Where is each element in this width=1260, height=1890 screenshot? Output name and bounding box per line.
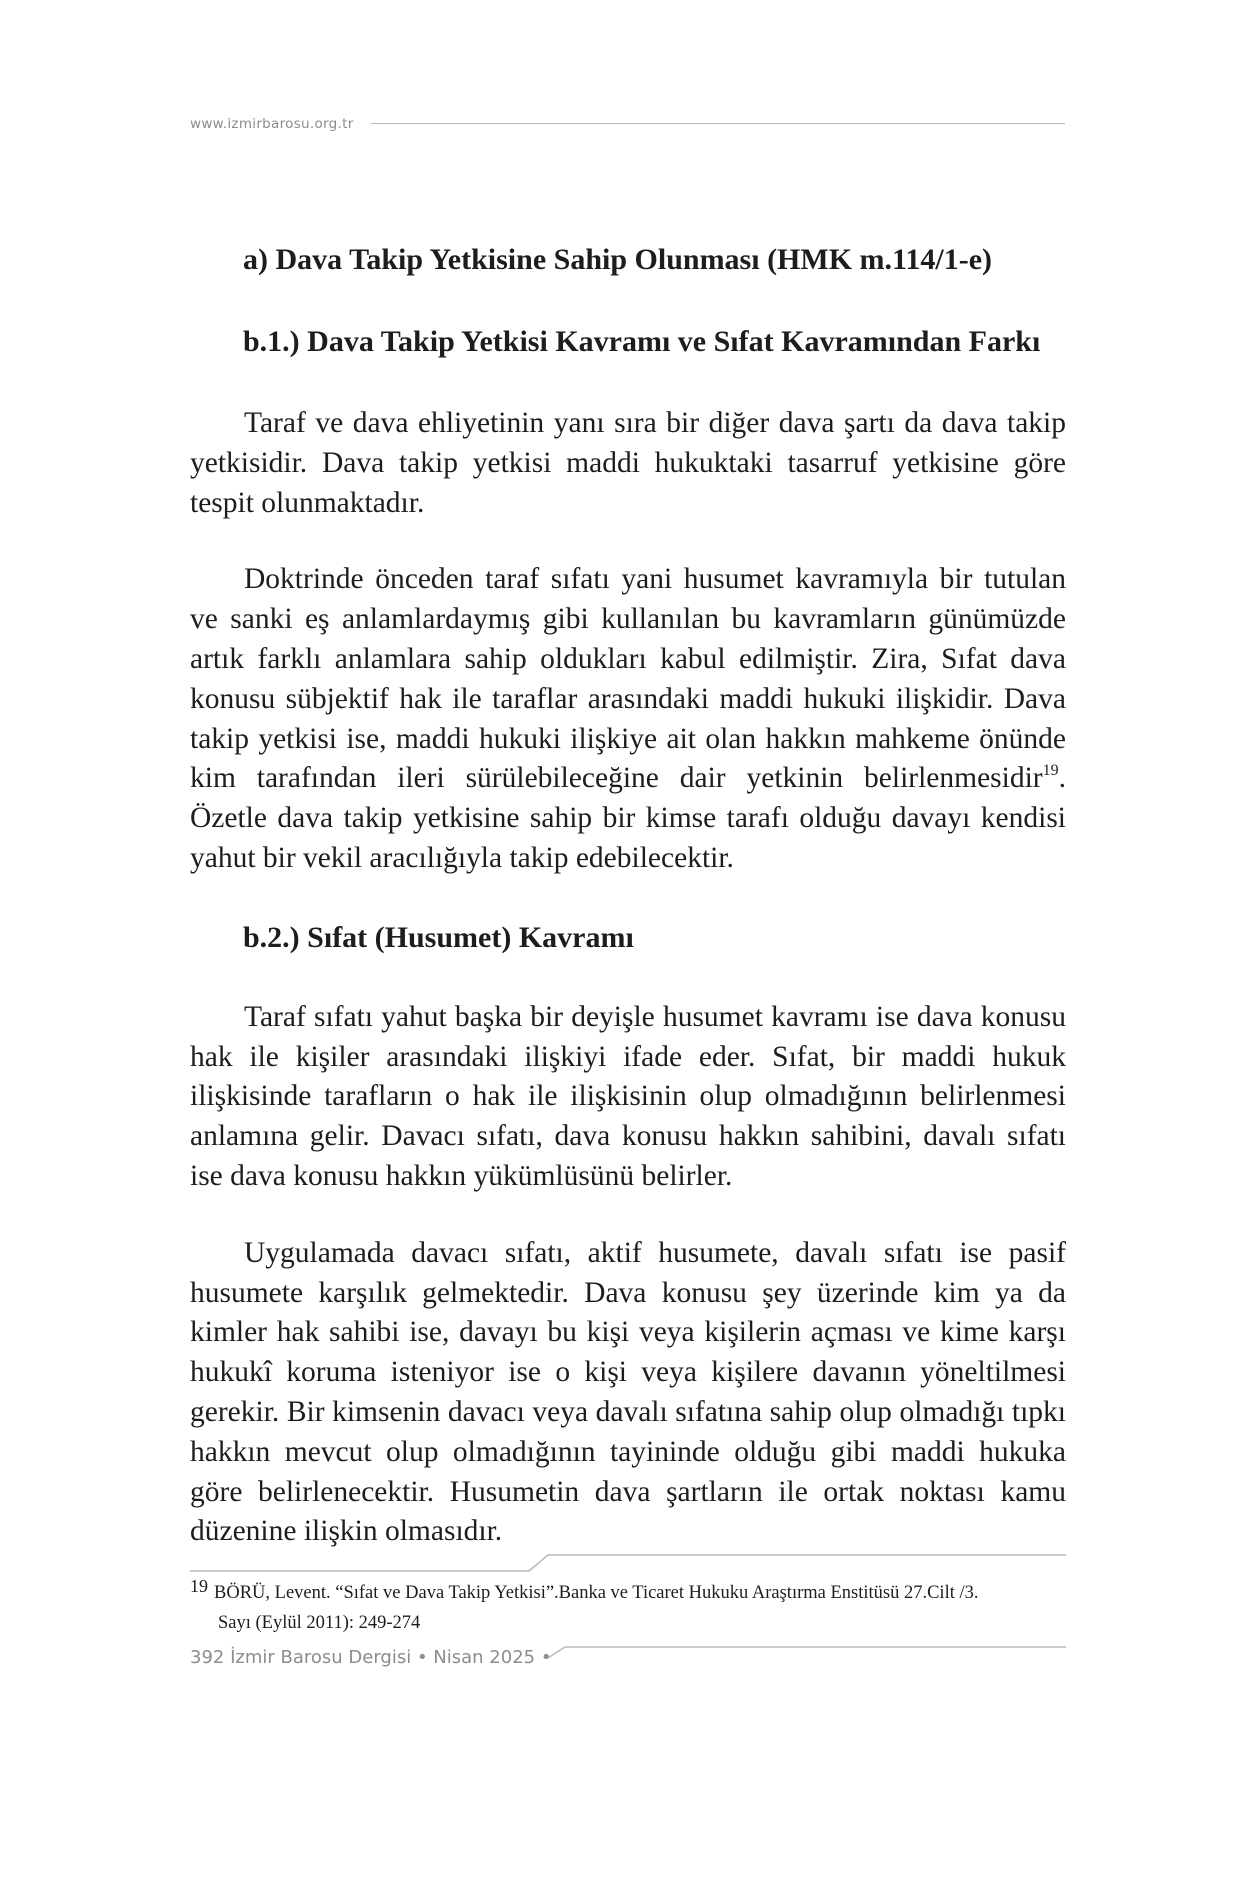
footnote-number: 19 bbox=[190, 1576, 208, 1596]
paragraph-3: Taraf sıfatı yahut başka bir deyişle husumet kavramı ise dava konusu hak ile kişiler arasındaki ilişkiyi ifade eder. Sıfat, bir maddi hukuk ilişkisinde tarafların o hak ile ilişkisinin olup olmadığının belirlenmesi anlamına gelir. Davacı sıfatı, dava konusu hakkın sahibini, davalı sıfatı ise dava konusu hakkın yükümlüsünü belirler. bbox=[190, 1000, 1066, 1192]
paragraph-2-text-cont: . Özetle dava takip yetkisine sahip bir kimse tarafı olduğu davayı kendisi yahut bir vekil aracılığıyla takip edebilecektir. bbox=[190, 762, 1066, 874]
footnote-divider bbox=[190, 1553, 1066, 1573]
footer-rule bbox=[548, 1645, 1066, 1665]
paragraph-2-text: Doktrinde önceden taraf sıfatı yani husumet kavramıyla bir tutulan ve sanki eş anlamlardaymış gibi kullanılan bu kavramların günümüzde artık farklı anlamlara sahip oldukları kabul edilmiştir. Zira, Sıfat dava konusu sübjektif hak ile taraflar arasındaki maddi hukuki ilişkidir. Dava takip yetkisi ise, maddi hukuki ilişkiye ait olan hakkın mahkeme önünde kim tarafından ileri sürülebileceğine dair yetkinin belirlenmesidir bbox=[190, 563, 1066, 795]
header-rule bbox=[371, 123, 1065, 124]
article-body bbox=[190, 240, 1066, 1552]
footnote-reference[interactable]: 19 bbox=[1042, 762, 1059, 780]
paragraph-2 bbox=[190, 560, 1066, 878]
paragraph-4: Uygulamada davacı sıfatı, aktif husumete, davalı sıfatı ise pasif husumete karşılık gelmektedir. Dava konusu şey üzerinde kim ya da kimler hak sahibi ise, davayı bu kişi veya kişilerin açması ve kime karşı hukukî koruma isteniyor ise o kişi veya kişilere davanın yöneltilmesi gerekir. Bir kimsenin davacı veya davalı sıfatına sahip olup olmadığı tıpkı hakkın mevcut olup olmadığının tayininde olduğu gibi maddi hukuka göre belirlenecektir. Husumetin dava şartların ile ortak noktası kamu düzenine ilişkin olmasıdır. bbox=[190, 1236, 1066, 1548]
footnote-line-1: BÖRÜ, Levent. “Sıfat ve Dava Takip Yetkisi”.Banka ve Ticaret Hukuku Araştırma Enstitüsü 27.Cilt /3. bbox=[214, 1583, 979, 1603]
paragraph-1: Taraf ve dava ehliyetinin yanı sıra bir diğer dava şartı da dava takip yetkisidir. Dava takip yetkisi maddi hukuktaki tasarruf yetkisine göre tespit olunmaktadır. bbox=[190, 407, 1066, 519]
header-url: www.izmirbarosu.org.tr bbox=[190, 116, 354, 132]
heading-b1: b.1.) Dava Takip Yetkisi Kavramı ve Sıfat Kavramından Farkı bbox=[243, 325, 1041, 358]
heading-b2: b.2.) Sıfat (Husumet) Kavramı bbox=[243, 920, 634, 954]
footnote-line-2: Sayı (Eylül 2011): 249-274 bbox=[218, 1613, 421, 1633]
footnote bbox=[190, 1578, 1066, 1638]
page-footer: 392 İzmir Barosu Dergisi • Nisan 2025 • bbox=[190, 1647, 552, 1668]
heading-a: a) Dava Takip Yetkisine Sahip Olunması (HMK m.114/1-e) bbox=[243, 243, 993, 276]
